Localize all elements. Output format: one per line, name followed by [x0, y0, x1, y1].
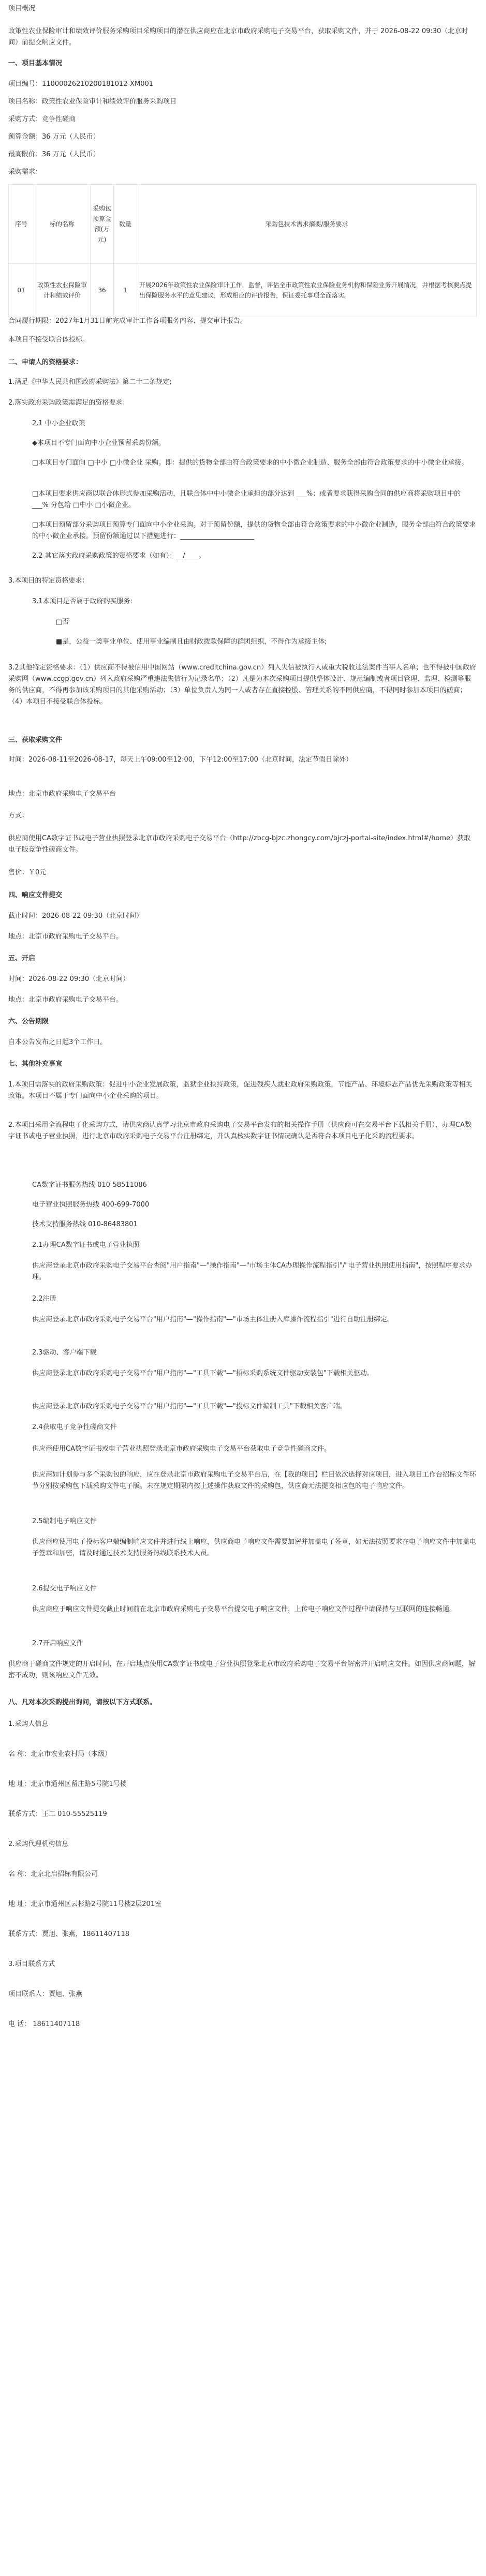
qualification-item-2: 2.落实政府采购政策需满足的资格要求：	[8, 399, 129, 407]
ebiz-hotline: 电子营业执照服务热线 400-699-7000	[32, 1201, 150, 1209]
ca-hotline: CA数字证书服务热线 010-58511086	[32, 1181, 147, 1189]
qualification-item-2-1: 2.1 中小企业政策	[32, 420, 85, 427]
agency-name: 名 称：北京北启招标有限公司	[8, 1870, 98, 1878]
table-cell-budget: 36	[91, 264, 114, 317]
opening-place: 地点：北京市政府采购电子交易平台。	[8, 996, 123, 1004]
section5-heading: 五、开启	[8, 955, 36, 962]
project-number: 项目编号：11000026210200181012-XM001	[8, 80, 154, 88]
section7-heading: 七、其他补充事宜	[8, 1060, 63, 1068]
supplement-p1: 1.本项目需落实的政府采购政策：促进中小企业发展政策，监狱企业扶持政策，促进残疾人就业政府采购政策，节能产品、环境标志产品优先采购政策等相关政策。本项目不属于专门面向中小企业采购的项目。	[8, 1081, 473, 1100]
step-2-2-text: 供应商登录北京市政府采购电子交易平台"用户指南"—"操作指南"—"市场主体注册入库操作流程指引"进行自助注册绑定。	[32, 1316, 394, 1323]
table-cell-no: 01	[9, 264, 34, 317]
agency-contact: 联系方式：贾旭、张燕，18611407118	[8, 1930, 129, 1938]
table-header-cell: 数量	[114, 185, 137, 264]
requirements-label: 采购需求：	[8, 168, 42, 176]
project-contact-phone: 电 话： 18611407118	[8, 2020, 80, 2028]
section3-heading: 三、获取采购文件	[8, 736, 63, 744]
requirements-table	[8, 184, 477, 317]
table-row	[9, 264, 477, 317]
step-2-6: 2.6提交电子响应文件	[32, 1585, 97, 1592]
purchaser-address: 地 址：北京市通州区留庄路5号院1号楼	[8, 1780, 127, 1788]
section2-heading: 二、申请人的资格要求：	[8, 359, 83, 366]
opening-time: 时间：2026-08-22 09:30（北京时间）	[8, 975, 130, 983]
step-2-4-text2: 供应商如计划参与多个采购包的响应，应在登录北京市政府采购电子交易平台后，在【我的项目】栏目依次选择对应项目，进入项目工作台招标文件环节分别按采购包下载采购文件电子版。未在规定期限内按上述操作获取文件的采购包，供应商无法提交相应包的电子响应文件。	[32, 1471, 477, 1490]
table-header-row	[9, 185, 477, 264]
purchaser-heading: 1.采购人信息	[8, 1720, 49, 1728]
project-name: 项目名称：政策性农业保险审计和绩效评价服务采购项目	[8, 98, 177, 106]
step-2-7-text: 供应商于磋商文件规定的开启时间，在开启地点使用CA数字证书或电子营业执照登录北京市政府采购电子交易平台解密并开启响应文件。如因供应商问题，解密不成功，则该响应文件无效。	[8, 1660, 475, 1679]
qualification-item-1: 1.满足《中华人民共和国政府采购法》第二十二条规定;	[8, 378, 172, 386]
section6-heading: 六、公告期限	[8, 1018, 49, 1025]
agency-address: 地 址：北京市通州区云杉路2号院11号楼2层201室	[8, 1900, 162, 1908]
submission-deadline: 截止时间：2026-08-22 09:30（北京时间）	[8, 912, 143, 920]
step-2-7: 2.7开启响应文件	[32, 1640, 83, 1647]
overview-title: 项目概况	[8, 5, 36, 12]
overview-intro: 政策性农业保险审计和绩效评价服务采购项目采购项目的潜在供应商应在北京市政府采购电子交易平台，获取采购文件，并于 2026-08-22 09:30（北京时间）前提交响应文件。	[8, 27, 468, 47]
step-2-3: 2.3驱动、客户端下载	[32, 1349, 97, 1357]
supplement-p2: 2.本项目采用全流程电子化采购方式，请供应商认真学习北京市政府采购电子交易平台发布的相关操作手册（供应商可在交易平台下载相关手册），办理CA数字证书或电子营业执照，进行北京市政府采购电子交易平台注册绑定，并认真核实数字证书情况确认是否符合本项目电子化采购流程要求。	[8, 1121, 472, 1140]
service-purchase-no: □否	[56, 618, 69, 626]
project-contact-heading: 3.项目联系方式	[8, 1960, 55, 1968]
notice-period: 自本公告发布之日起3个工作日。	[8, 1038, 107, 1046]
table-cell-name: 政策性农业保险审计和绩效评价	[34, 264, 91, 317]
obtain-place: 地点：北京市政府采购电子交易平台	[8, 790, 116, 798]
section1-heading: 一、项目基本情况	[8, 59, 63, 67]
table-header-cell: 采购包技术需求摘要/服务要求	[137, 185, 477, 264]
sme-option-c: □本项目预留部分采购项目预算专门面向中小企业采购。对于预留份额，提供的货物全部由符合政策要求的中小微企业制造，服务全部由符合政策要求的中小微企业承接。预留份额通过以下措施进行：______________________	[32, 521, 476, 540]
table-header-cell: 序号	[9, 185, 34, 264]
purchaser-contact: 联系方式：王工 010-55525119	[8, 1810, 107, 1818]
contract-period: 合同履行期限：2027年1月31日前完成审计工作各项服务内容、提交审计报告。	[8, 317, 247, 325]
step-2-3-text2: 供应商登录北京市政府采购电子交易平台"用户指南"—"工具下载"—"投标文件编制工具"下载相关客户端。	[32, 1403, 347, 1410]
section4-heading: 四、响应文件提交	[8, 891, 63, 899]
step-2-1: 2.1办理CA数字证书或电子营业执照	[32, 1241, 140, 1249]
step-2-1-text: 供应商登录北京市政府采购电子交易平台查阅"用户指南"—"操作指南"—"市场主体CA办理操作流程指引"/"电子营业执照使用指南"，按照程序要求办理。	[32, 1262, 473, 1281]
budget-amount: 预算金额：36 万元（人民币）	[8, 133, 100, 141]
submission-place: 地点：北京市政府采购电子交易平台。	[8, 933, 123, 941]
no-consortium: 本项目不接受联合体投标。	[8, 336, 90, 344]
tech-hotline: 技术支持服务热线 010-86483801	[32, 1220, 138, 1228]
sme-option-a: □本项目专门面向 □中小 □小微企业 采购。即：提供的货物全部由符合政策要求的中小微企业制造、服务全部由符合政策要求的中小微企业承接。	[32, 459, 468, 467]
qualification-item-3-1: 3.1本项目是否属于政府购买服务:	[32, 598, 133, 605]
service-purchase-yes: ■是，公益一类事业单位、使用事业编制且由财政拨款保障的群团组织，不得作为承接主体;	[56, 638, 327, 646]
step-2-5: 2.5编制电子响应文件	[32, 1517, 97, 1525]
section8-heading: 八、凡对本次采购提出询问，请按以下方式联系。	[8, 1699, 157, 1706]
obtain-method-label: 方式：	[8, 812, 29, 820]
table-header-cell: 标的名称	[34, 185, 91, 264]
qualification-item-3-2: 3.2其他特定资格要求：（1）供应商不得被信用中国网站（www.creditchina.gov.cn）列入失信被执行人或重大税收违法案件当事人名单；也不得被中国政府采购网（www.ccgp.gov.cn）列入政府采购严重违法失信行为记录名单；（2）凡是为本次采购项目提供整体设计、规范编制或者项目管理、监理、检测等服务的供应商，不得再参加该采购项目的其他采购活动；（3）单位负责人为同一人或者存在直接控股、管理关系的不同供应商，不得同时参加本项目的磋商；（4）本项目不接受联合体投标。	[8, 664, 477, 706]
procurement-method: 采购方式：竞争性磋商	[8, 115, 76, 123]
step-2-4-text: 供应商使用CA数字证书或电子营业执照登录北京市政府采购电子交易平台获取电子竞争性磋商文件。	[32, 1445, 331, 1453]
agency-heading: 2.采购代理机构信息	[8, 1840, 69, 1848]
sme-option-b: □本项目要求供应商以联合体形式参加采购活动，且联合体中中小微企业承担的部分达到 ___%；或者要求获得采购合同的供应商将采购项目中的 ___% 分包给 □中小 □小微企业。	[32, 490, 461, 509]
qualification-item-2-2: 2.2 其它落实政府采购政策的资格要求（如有）：__/____。	[32, 552, 205, 560]
qualification-item-3: 3.本项目的特定资格要求：	[8, 577, 89, 585]
table-cell-qty: 1	[114, 264, 137, 317]
obtain-time: 时间：2026-08-11至2026-08-17，每天上午09:00至12:00，下午12:00至17:00（北京时间，法定节假日除外）	[8, 756, 352, 764]
step-2-2: 2.2注册	[32, 1295, 56, 1303]
obtain-method[interactable]: 供应商使用CA数字证书或电子营业执照登录北京市政府采购电子交易平台（http://zbcg-bjzc.zhongcy.com/bjczj-portal-site/index.html#/home）获取电子版竞争性磋商文件。	[8, 835, 471, 854]
step-2-5-text: 供应商应使用电子投标客户端编制响应文件并进行线上响应，供应商电子响应文件需要加密并加盖电子签章，如无法按照要求在电子响应文件中加盖电子签章和加密，请及时通过技术支持服务热线联系技术人员。	[32, 1538, 477, 1557]
purchaser-name: 名 称：北京市农业农村局（本级）	[8, 1750, 112, 1758]
table-header-cell: 采购包预算金额(万元)	[91, 185, 114, 264]
max-price: 最高限价：36 万元（人民币）	[8, 151, 100, 158]
table-cell-summary: 开展2026年政策性农业保险审计工作，监督，评估全市政策性农业保险业务机构和保险业务开展情况，并根据考核要点提出保险服务水平的意见建议，形成相应的评价报告，保证委托事项全面落实。	[137, 264, 477, 317]
step-2-3-text: 供应商登录北京市政府采购电子交易平台"用户指南"—"工具下载"—"招标采购系统文件驱动安装包"下载相关驱动。	[32, 1369, 374, 1377]
step-2-6-text: 供应商应于响应文件提交截止时间前在北京市政府采购电子交易平台提交电子响应文件，上传电子响应文件过程中请保持与互联网的连接畅通。	[32, 1605, 456, 1613]
document-price: 售价：￥0元	[8, 869, 47, 876]
project-contact-person: 项目联系人：贾旭、张燕	[8, 1990, 83, 1998]
sme-note: ◆本项目不专门面向中小企业预留采购份额。	[32, 439, 165, 447]
step-2-4: 2.4获取电子竞争性磋商文件	[32, 1423, 117, 1431]
